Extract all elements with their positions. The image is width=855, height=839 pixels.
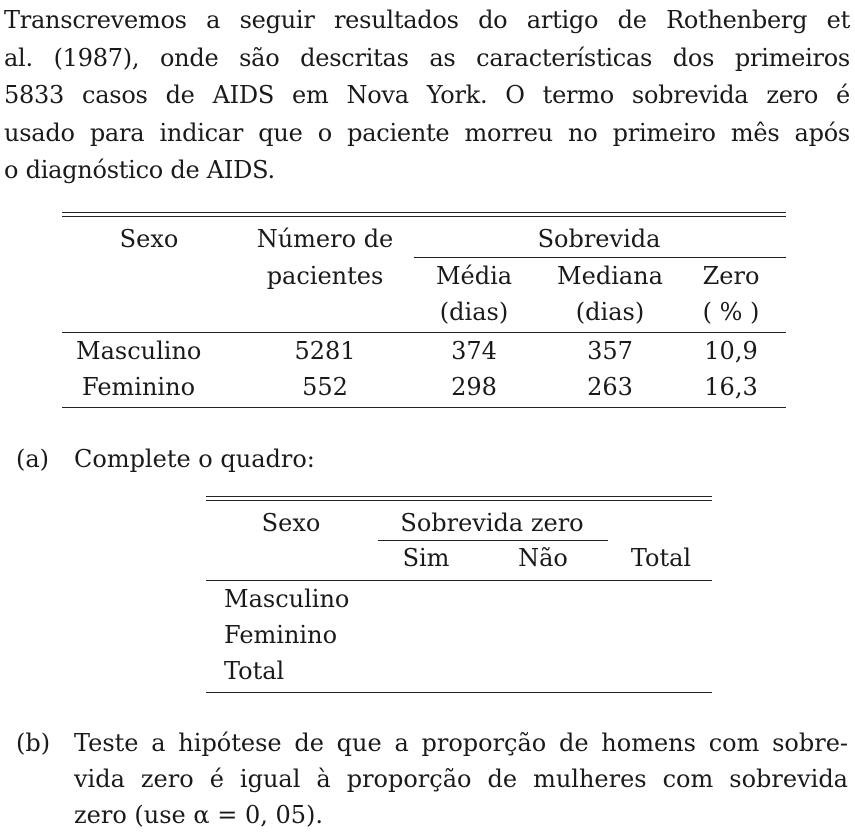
row-label-total: Total [224,657,285,685]
intro-line: Transcrevemos a seguir resultados do artigo de Rothenberg et [4,6,850,34]
header-zero-line2: ( % ) [702,298,760,326]
cell-numero: 552 [302,373,348,401]
header-sobrevida-zero: Sobrevida zero [400,509,584,537]
cell-sexo: Feminino [82,373,196,401]
row-label-masculino: Masculino [224,585,350,613]
header-mediana-line2: (dias) [575,298,645,326]
cell-zero: 10,9 [704,337,758,365]
table-top-rule [206,496,712,501]
header-mediana-line1: Mediana [557,262,663,290]
intro-line: o diagnóstico de AIDS. [4,156,275,184]
part-b-label: (b) [16,729,51,757]
header-media-line2: (dias) [439,298,509,326]
table-bottom-rule [62,407,786,408]
cell-mediana: 263 [587,373,633,401]
cell-mediana: 357 [587,337,633,365]
part-b-line: vida zero é igual à proporção de mulheres com sobrevida [74,765,848,793]
header-sexo: Sexo [261,509,321,537]
intro-line: usado para indicar que o paciente morreu no primeiro mês após [4,118,850,147]
cell-numero: 5281 [294,337,356,365]
cell-media: 298 [451,373,497,401]
part-b-line: zero (use α = 0, 05). [74,801,323,829]
intro-line: al. (1987), onde são descritas as características dos primeiros [4,43,850,72]
cell-sexo: Masculino [76,337,202,365]
sobrevida-zero-underline [378,540,608,541]
header-zero-line1: Zero [702,262,760,290]
sobrevida-underline [414,257,786,258]
header-sexo: Sexo [119,225,179,253]
part-b-text [74,725,848,833]
header-numero-line2: pacientes [266,262,384,290]
header-media-line1: Média [435,262,513,290]
cell-media: 374 [451,337,497,365]
header-total: Total [630,544,692,572]
header-sim: Sim [402,544,450,572]
table-bottom-rule [206,692,712,693]
part-a-label: (a) [16,445,50,473]
header-numero-line1: Número de [256,225,394,253]
part-b-line: Teste a hipótese de que a proporção de homens com sobre- [74,729,848,757]
header-sobrevida: Sobrevida [537,225,661,253]
intro-line: 5833 casos de AIDS em Nova York. O termo sobrevida zero é [4,81,850,109]
header-nao: Não [518,544,568,572]
header-bottom-rule [62,332,786,333]
header-bottom-rule [206,580,712,581]
cell-zero: 16,3 [704,373,758,401]
table-top-rule [62,212,786,217]
row-label-feminino: Feminino [224,621,338,649]
intro-paragraph [4,2,850,190]
part-a-text: Complete o quadro: [74,445,315,473]
